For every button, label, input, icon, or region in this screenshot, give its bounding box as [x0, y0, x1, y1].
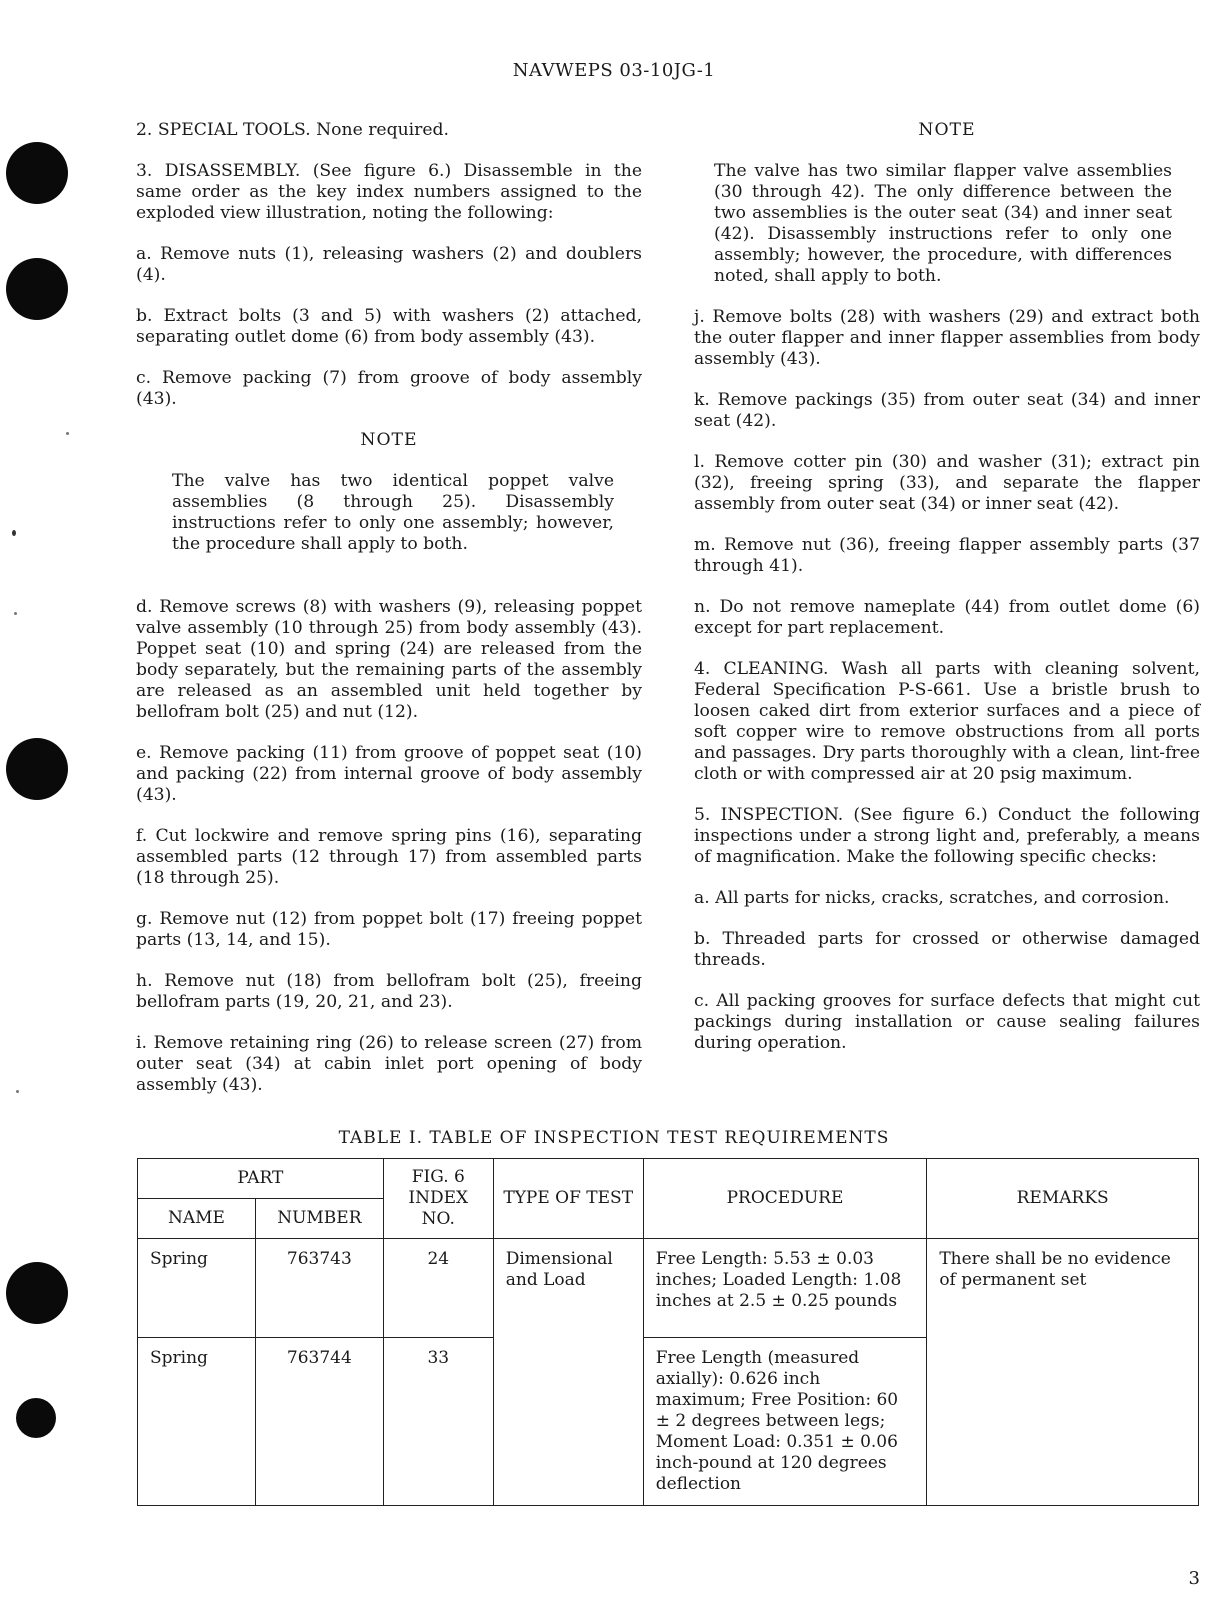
note-heading: NOTE: [360, 430, 418, 450]
cell-procedure: Free Length (measured axially): 0.626 inch maximum; Free Position: 60 ± 2 degrees between legs; Moment Load: 0.351 ± 0.06 inch-pound at 120 degrees deflection: [643, 1338, 927, 1506]
scan-speck: [66, 432, 69, 435]
scan-speck: [14, 612, 17, 615]
step-b: b. Extract bolts (3 and 5) with washers (2) attached, separating outlet dome (6) from body assembly (43).: [136, 306, 642, 347]
binder-hole: [6, 258, 68, 320]
binder-hole: [16, 1398, 56, 1438]
scan-speck: [16, 1090, 19, 1093]
inspection-paragraph: 5. INSPECTION. (See figure 6.) Conduct the following inspections under a strong light and, preferably, a means of magnification. Make the following specific checks:: [694, 805, 1200, 867]
cell-procedure: Free Length: 5.53 ± 0.03 inches; Loaded Length: 1.08 inches at 2.5 ± 0.25 pounds: [643, 1239, 927, 1338]
step-d: d. Remove screws (8) with washers (9), releasing poppet valve assembly (10 through 25) from body assembly (43). Poppet seat (10) and spring (24) are released from the body separately, but the remaining parts of the assembly are released as an assembled unit held together by bellofram bolt (25) and nut (12).: [136, 597, 642, 722]
inspection-b: b. Threaded parts for crossed or otherwise damaged threads.: [694, 929, 1200, 970]
binder-hole: [6, 738, 68, 800]
table-row: [138, 1239, 1199, 1338]
header-remarks: REMARKS: [927, 1159, 1199, 1239]
step-n: n. Do not remove nameplate (44) from outlet dome (6) except for part replacement.: [694, 597, 1200, 638]
step-h: h. Remove nut (18) from bellofram bolt (25), freeing bellofram parts (19, 20, 21, and 23).: [136, 971, 642, 1012]
cell-type: Dimensional and Load: [493, 1239, 643, 1506]
header-part: PART: [138, 1159, 384, 1199]
step-g: g. Remove nut (12) from poppet bolt (17) freeing poppet parts (13, 14, and 15).: [136, 909, 642, 950]
header-procedure: PROCEDURE: [643, 1159, 927, 1239]
cell-index: 24: [383, 1239, 493, 1338]
step-k: k. Remove packings (35) from outer seat (34) and inner seat (42).: [694, 390, 1200, 431]
step-j: j. Remove bolts (28) with washers (29) and extract both the outer flapper and inner flapper assemblies from body assembly (43).: [694, 307, 1200, 369]
note-heading: NOTE: [918, 120, 976, 140]
step-l: l. Remove cotter pin (30) and washer (31); extract pin (32), freeing spring (33), and separate the flapper assembly from outer seat (34) or inner seat (42).: [694, 452, 1200, 514]
cell-name: Spring: [138, 1239, 256, 1338]
note-body: The valve has two identical poppet valve assemblies (8 through 25). Disassembly instructions refer to only one assembly; however, the procedure shall apply to both.: [172, 471, 614, 554]
scan-speck: [12, 530, 16, 536]
disassembly-paragraph: 3. DISASSEMBLY. (See figure 6.) Disassemble in the same order as the key index numbers assigned to the exploded view illustration, noting the following:: [136, 161, 642, 223]
header-index: FIG. 6 INDEX NO.: [383, 1159, 493, 1239]
step-c: c. Remove packing (7) from groove of body assembly (43).: [136, 368, 642, 409]
binder-hole: [6, 1262, 68, 1324]
cleaning-paragraph: 4. CLEANING. Wash all parts with cleaning solvent, Federal Specification P-S-661. Use a bristle brush to loosen caked dirt from exterior surfaces and a piece of soft copper wire to remove obstructions from all ports and passages. Dry parts thoroughly with a clean, lint-free cloth or with compressed air at 20 psig maximum.: [694, 659, 1200, 784]
document-header: NAVWEPS 03-10JG-1: [512, 60, 716, 81]
inspection-table: [137, 1158, 1199, 1506]
step-f: f. Cut lockwire and remove spring pins (16), separating assembled parts (12 through 17) from assembled parts (18 through 25).: [136, 826, 642, 888]
cell-number: 763744: [255, 1338, 383, 1506]
left-column: [136, 120, 642, 1116]
step-m: m. Remove nut (36), freeing flapper assembly parts (37 through 41).: [694, 535, 1200, 576]
binder-hole: [6, 142, 68, 204]
special-tools-paragraph: 2. SPECIAL TOOLS. None required.: [136, 120, 450, 140]
inspection-a: a. All parts for nicks, cracks, scratches, and corrosion.: [694, 888, 1170, 908]
cell-number: 763743: [255, 1239, 383, 1338]
step-e: e. Remove packing (11) from groove of poppet seat (10) and packing (22) from internal groove of body assembly (43).: [136, 743, 642, 805]
header-number: NUMBER: [255, 1199, 383, 1239]
cell-remarks: There shall be no evidence of permanent set: [927, 1239, 1199, 1506]
cell-name: Spring: [138, 1338, 256, 1506]
step-a: a. Remove nuts (1), releasing washers (2) and doublers (4).: [136, 244, 642, 285]
right-column: [694, 120, 1200, 1074]
header-type: TYPE OF TEST: [493, 1159, 643, 1239]
inspection-c: c. All packing grooves for surface defects that might cut packings during installation or cause sealing failures during operation.: [694, 991, 1200, 1053]
table-title: TABLE I. TABLE OF INSPECTION TEST REQUIREMENTS: [338, 1128, 890, 1148]
note-body: The valve has two similar flapper valve assemblies (30 through 42). The only difference between the two assemblies is the outer seat (34) and inner seat (42). Disassembly instructions refer to only one assembly; however, the procedure, with differences noted, shall apply to both.: [714, 161, 1172, 286]
cell-index: 33: [383, 1338, 493, 1506]
page-number: 3: [1188, 1568, 1200, 1589]
step-i: i. Remove retaining ring (26) to release screen (27) from outer seat (34) at cabin inlet port opening of body assembly (43).: [136, 1033, 642, 1095]
header-name: NAME: [138, 1199, 256, 1239]
